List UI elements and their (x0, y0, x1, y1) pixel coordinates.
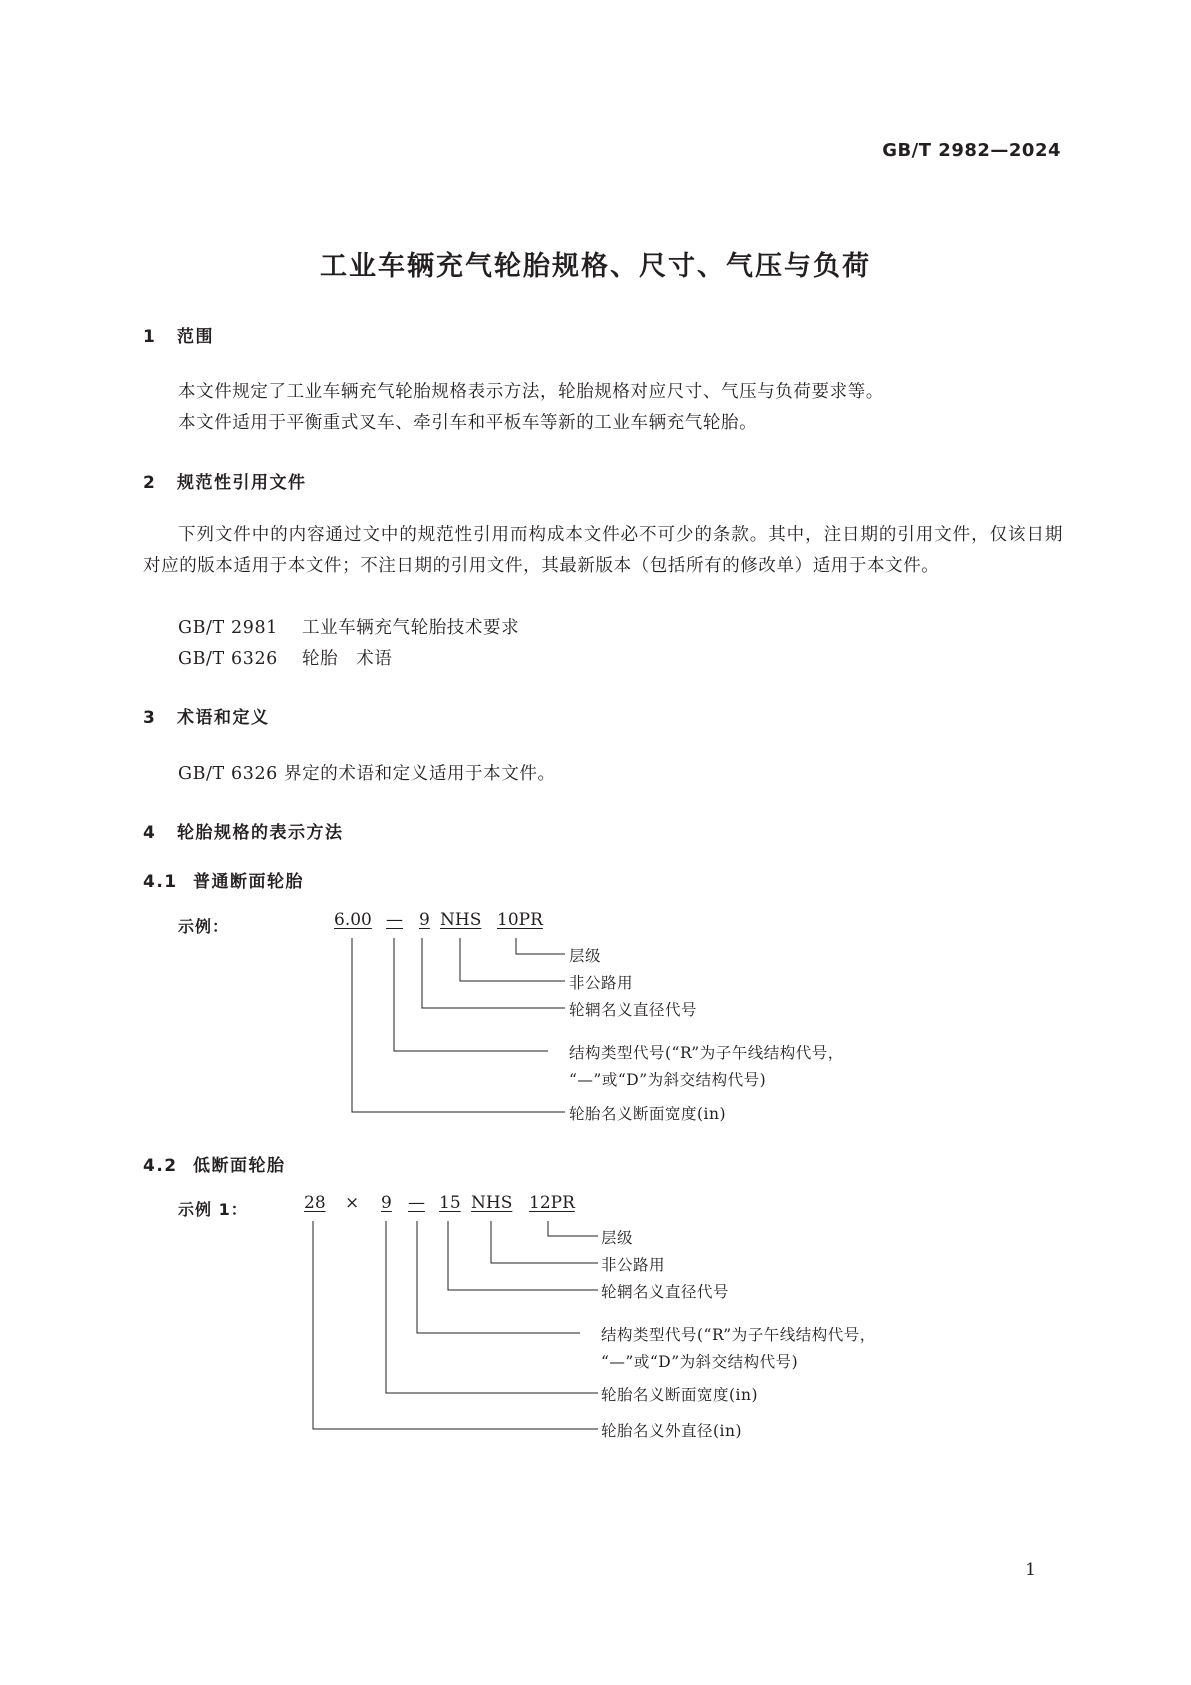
section-4-2-heading (143, 1151, 286, 1176)
section-number: 4.2 (143, 1156, 178, 1176)
connector-rim (422, 938, 565, 1008)
callout-outer-diameter: 轮胎名义外直径(in) (601, 1422, 743, 1440)
callout-section-width: 轮胎名义断面宽度(in) (601, 1386, 759, 1404)
connector-width (386, 1221, 598, 1393)
connector-offroad (491, 1221, 598, 1263)
connector-ply (516, 938, 565, 954)
callout-ply-rating: 层级 (601, 1229, 634, 1247)
callout-structure-type-line-2: “—”或“D”为斜交结构代号) (601, 1353, 799, 1371)
section-title: 低断面轮胎 (193, 1156, 286, 1176)
callout-rim-diameter: 轮辋名义直径代号 (601, 1283, 730, 1301)
normative-references-paragraph: 下列文件中的内容通过文中的规范性引用而构成本文件必不可少的条款。其中，注日期的引用文件，仅该日期对应的版本适用于本文件；不注日期的引用文件，其最新版本（包括所有的修改单）适用于本文件。 (143, 525, 1063, 576)
reference-code: GB/T 6326 (178, 649, 278, 669)
connector-structure (394, 938, 548, 1051)
connector-rim (448, 1221, 598, 1290)
callout-ply-rating: 层级 (569, 947, 602, 965)
section-number: 2 (143, 473, 157, 493)
callout-off-road: 非公路用 (601, 1256, 666, 1274)
section-title: 普通断面轮胎 (193, 872, 304, 892)
code-token-ply: 12PR (529, 1193, 575, 1213)
reference-code: GB/T 2981 (178, 618, 278, 638)
code-token-rim: 9 (419, 910, 430, 930)
connector-width (352, 938, 565, 1112)
code-token-offroad: NHS (440, 910, 482, 930)
terms-paragraph: GB/T 6326 界定的术语和定义适用于本文件。 (178, 764, 556, 784)
section-number: 4.1 (143, 872, 178, 892)
example-label: 示例： (178, 917, 230, 936)
callout-structure-type-line-1: 结构类型代号(“R”为子午线结构代号， (569, 1044, 844, 1062)
section-number: 3 (143, 708, 157, 728)
reference-title: 轮胎 术语 (302, 649, 393, 669)
code-token-width: 6.00 (334, 910, 372, 930)
reference-title: 工业车辆充气轮胎技术要求 (302, 618, 520, 638)
callout-off-road: 非公路用 (569, 974, 634, 992)
code-token-ply: 10PR (497, 910, 543, 930)
example-label: 示例 1： (178, 1200, 248, 1219)
section-number: 1 (143, 327, 157, 347)
code-token-structure: — (386, 910, 403, 930)
scope-paragraph-1: 本文件规定了工业车辆充气轮胎规格表示方法，轮胎规格对应尺寸、气压与负荷要求等。 (178, 382, 884, 402)
connector-outer-diameter (313, 1221, 598, 1429)
standard-code: GB/T 2982—2024 (882, 140, 1061, 161)
connector-structure (417, 1221, 580, 1333)
page-number: 1 (1025, 1560, 1036, 1580)
section-title: 轮胎规格的表示方法 (177, 823, 344, 843)
code-token-times: × (345, 1193, 360, 1213)
section-title: 术语和定义 (177, 708, 270, 728)
connector-ply (548, 1221, 598, 1236)
code-token-offroad: NHS (471, 1193, 513, 1213)
code-token-structure: — (408, 1193, 425, 1213)
callout-structure-type-line-2: “—”或“D”为斜交结构代号) (569, 1071, 767, 1089)
callout-section-width: 轮胎名义断面宽度(in) (569, 1105, 727, 1123)
connector-offroad (460, 938, 565, 981)
scope-paragraph-2: 本文件适用于平衡重式叉车、牵引车和平板车等新的工业车辆充气轮胎。 (178, 413, 758, 433)
callout-structure-type-line-1: 结构类型代号(“R”为子午线结构代号， (601, 1326, 876, 1344)
code-token-rim: 15 (439, 1193, 461, 1213)
section-number: 4 (143, 823, 157, 843)
callout-rim-diameter: 轮辋名义直径代号 (569, 1001, 698, 1019)
section-title: 范围 (177, 327, 214, 347)
code-token-outer-diameter: 28 (304, 1193, 326, 1213)
code-token-width: 9 (381, 1193, 392, 1213)
section-title: 规范性引用文件 (177, 473, 307, 493)
document-title: 工业车辆充气轮胎规格、尺寸、气压与负荷 (320, 251, 871, 282)
